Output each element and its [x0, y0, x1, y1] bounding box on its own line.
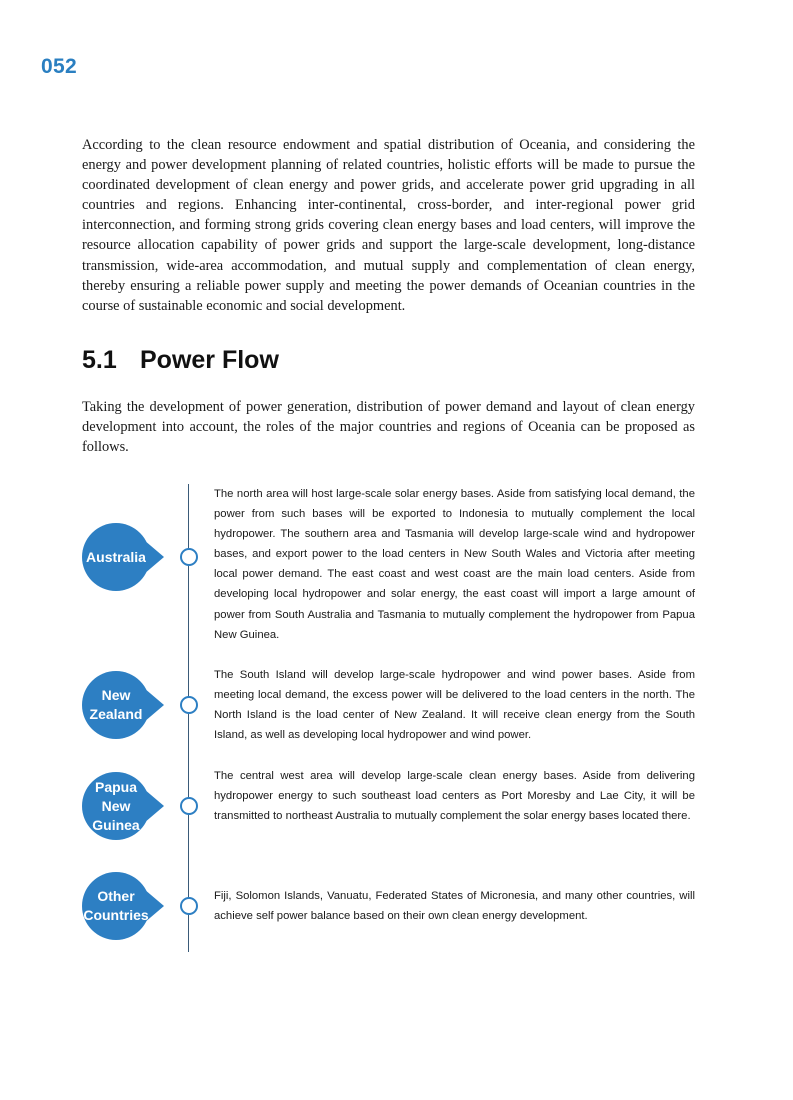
- region-label-bubble: [82, 872, 150, 940]
- region-description: The central west area will develop large-scale clean energy bases. Aside from delivering hydropower energy to such southeast load centers as Port Moresby and Lae City, it will be transmitted to northeast Australia to mutually complement the solar energy bases located there.: [214, 770, 695, 823]
- region-label-bubble: [82, 772, 150, 840]
- region-description: Fiji, Solomon Islands, Vanuatu, Federated States of Micronesia, and many other countries, will achieve self power balance based on their own clean energy development.: [214, 890, 695, 923]
- region-label-bubble: [82, 671, 150, 739]
- timeline-node-icon: [180, 797, 198, 815]
- timeline-node-icon: [180, 897, 198, 915]
- section-heading: [82, 346, 279, 375]
- region-label-bubble: [82, 523, 150, 591]
- page-number: 052: [41, 55, 77, 78]
- region-description: The north area will host large-scale solar energy bases. Aside from satisfying local demand, the power from such bases will be exported to Indonesia to mutually complement the local hydropower. The southern area and Tasmania will develop large-scale wind and hydropower bases, and export power to the load centers in New South Wales and Victoria after meeting local power demand. The east coast and west coast are the main load centers. Aside from developing local hydropower and solar energy, the east coast will import a large amount of power from South Australia and Tasmania to mutually complement the hydropower from Papua New Guinea.: [214, 488, 695, 641]
- region-name: Papua New Guinea: [92, 778, 140, 833]
- region-name: Australia: [86, 548, 146, 565]
- section-lead-paragraph: Taking the development of power generation, distribution of power demand and layout of clean energy development into account, the roles of the major countries and regions of Oceania can be proposed as follows.: [82, 399, 695, 455]
- intro-paragraph: According to the clean resource endowment and spatial distribution of Oceania, and considering the energy and power development planning of related countries, holistic efforts will be made to pursue the coordinated development of clean energy and power grids, and accelerate power grid upgrading in all countries and regions. Enhancing inter-continental, cross-border, and inter-regional power grid interconnection, and forming strong grids covering clean energy bases and load centers, will improve the resource allocation capability of power grids and support the large-scale development, long-distance transmission, wide-area accommodation, and mutual supply and complementation of clean energy, thereby ensuring a reliable power supply and meeting the power demands of Oceanian countries in the course of sustainable economic and social development.: [82, 137, 695, 314]
- timeline-node-icon: [180, 548, 198, 566]
- region-name: New Zealand: [89, 687, 143, 722]
- section-number: 5.1: [82, 346, 117, 374]
- region-description: The South Island will develop large-scale hydropower and wind power bases. Aside from meeting local demand, the excess power will be delivered to the load centers in the north. The North Island is the load center of New Zealand. It will receive clean energy from the South Island, as well as developing local hydropower and wind power.: [214, 669, 695, 742]
- region-name: Other Countries: [83, 888, 149, 923]
- section-title: Power Flow: [140, 346, 279, 374]
- timeline-node-icon: [180, 696, 198, 714]
